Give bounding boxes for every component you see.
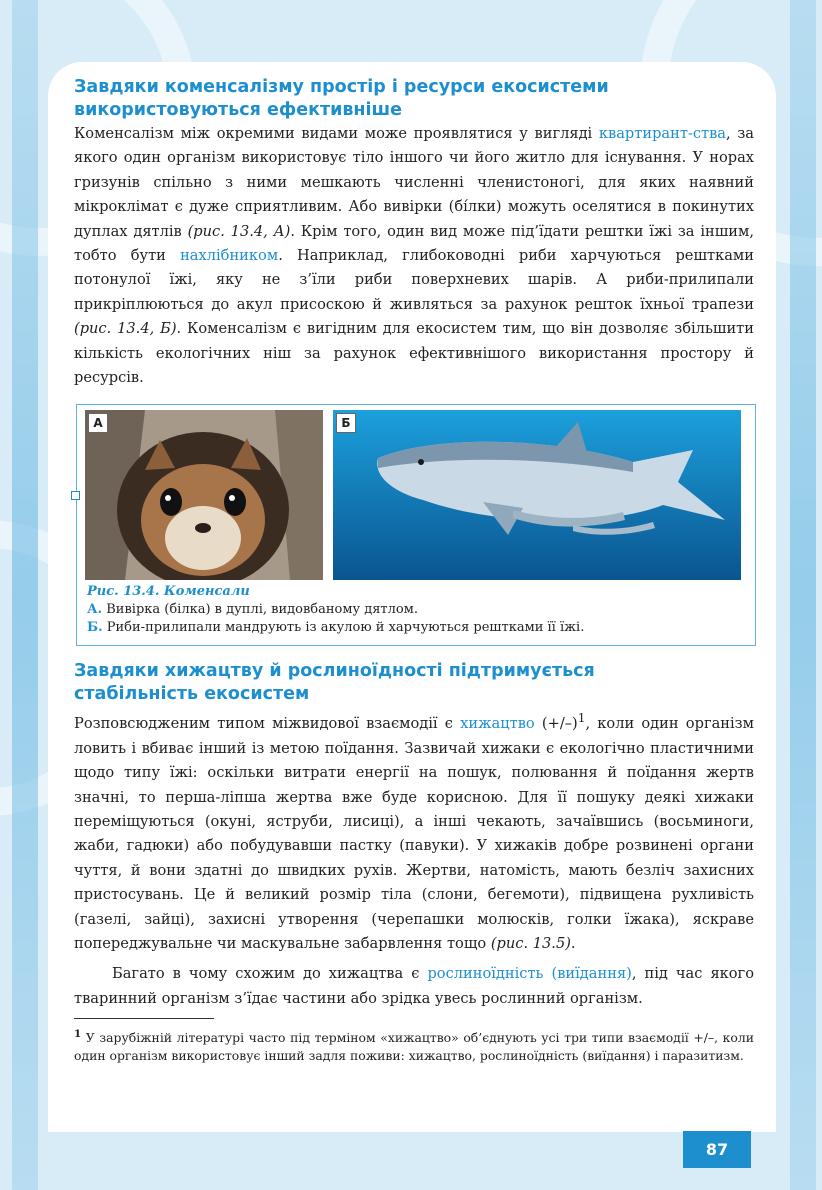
heading-line: стабільність екосистем — [74, 684, 310, 705]
term-highlight: нахлібником — [180, 247, 279, 265]
page-content — [74, 76, 754, 1065]
text-run: , за якого один організм використовує тіло іншого чи його житло для існування. У норах гризунів спільно з ними мешкають численні членистоногі, для яких наявний мікроклімат є дуже сприятливим. Або вивірки (бі́лки) можуть оселятися в покинутих дуплах дятлів — [74, 125, 754, 240]
heading-line: Завдяки хижацтву й рослиноїдності підтримується — [74, 661, 595, 682]
text-run: Розповсюдженим типом міжвидової взаємодії є — [74, 715, 461, 733]
footnote-text: У зарубіжній літературі часто під терміном «хижацтво» об’єднують усі три типи взаємодії +/–, коли один організм використовує інший задля поживи: хижацтво, рослиноїдність (виїдання) і паразитизм. — [74, 1030, 754, 1064]
term-highlight: рослиноїдність (виїдання) — [427, 965, 632, 983]
term-highlight: квартирант-ства — [598, 125, 727, 142]
frame-handle — [71, 491, 80, 500]
text-run: Багато в чому схожим до хижацтва є — [112, 965, 428, 983]
text-run: . Коменсалізм є вигідним для екосистем тим, що він дозволяє збільшити кількість екологічних ніш за рахунок ефективнішого використання простору й ресурсів. — [74, 320, 754, 387]
caption-letter: А. — [87, 602, 103, 618]
figure-label-b: Б — [336, 413, 356, 433]
paragraph-herbivory — [74, 962, 754, 1011]
text-run: . Крім того, один вид може під’їдати рештки їжі за іншим, тобто бути — [74, 222, 755, 265]
squirrel-illustration — [85, 410, 323, 580]
shark-illustration — [333, 410, 741, 580]
page-number: 87 — [683, 1131, 751, 1168]
photo-squirrel — [85, 410, 323, 580]
text-run: , під час якого тваринний організм з’їдає частини або зрідка увесь рослинний організм. — [74, 965, 754, 1007]
paragraph-commensalism — [74, 122, 754, 390]
paragraph-predation — [74, 706, 754, 956]
caption-line-b — [87, 619, 745, 637]
caption-line-a — [87, 601, 745, 619]
figure-caption — [87, 583, 745, 637]
figure-label-a: А — [88, 413, 108, 433]
footnote-marker: 1 — [74, 1028, 82, 1041]
footnote-rule — [74, 1018, 214, 1019]
caption-title: Рис. 13.4. Коменсали — [87, 584, 250, 600]
section-heading-commensalism — [74, 76, 754, 122]
figure-reference: (рис. 13.5) — [490, 934, 571, 952]
text-run: . — [570, 934, 576, 952]
figure-13-4 — [76, 404, 756, 646]
figure-reference: (рис. 13.4, А) — [187, 222, 291, 240]
figure-reference: (рис. 13.4, Б) — [74, 320, 177, 338]
caption-text: Вивірка (білка) в дуплі, видовбаному дятлом. — [102, 602, 418, 618]
caption-text: Риби-прилипали мандрують із акулою й харчуються рештками її їжі. — [102, 620, 585, 636]
footnote-marker: 1 — [577, 711, 586, 726]
text-run: (+/–) — [534, 715, 578, 733]
footnote — [74, 1025, 754, 1065]
text-run: . Наприклад, глибоководні риби харчуються рештками потонулої їжі, яку не з’їли риби поверхневих шарів. А риби-прилипали прикріплюються до акул присоскою й живляться за рахунок решток їхньої трапези — [74, 247, 754, 313]
caption-letter: Б. — [87, 620, 103, 636]
heading-line: використовуються ефективніше — [74, 100, 402, 120]
photo-shark — [333, 410, 741, 580]
text-run: , коли один організм ловить і вбиває інший із метою поїдання. Зазвичай хижаки є екологічно пластичними щодо типу їжі: оскільки витрати енергії на пошук, полювання й поїдання жертв значні, то перша-ліпша жертва вже буде корисною. Для її пошуку деякі хижаки переміщуються (окуні, яструби, лисиці), а інші чекають, зачаївшись (восьминоги, жаби, гадюки) або побудувавши пастку (павуки). У хижаків добре розвинені органи чуття, й вони здатні до швидких рухів. Жертви, натомість, мають безліч захисних пристосувань. Це й великий розмір тіла (слони, бегемоти), підвищена рухливість (газелі, зайці), захисні утворення (черепашки молюсків, голки їжака), яскраве попереджувальне чи маскувальне забарвлення тощо — [74, 715, 754, 952]
text-run: Коменсалізм між окремими видами може проявлятися у вигляді — [74, 125, 599, 142]
heading-line: Завдяки коменсалізму простір і ресурси екосистеми — [74, 77, 609, 97]
term-highlight: хижацтво — [460, 715, 535, 733]
section-heading-predation — [74, 660, 754, 706]
